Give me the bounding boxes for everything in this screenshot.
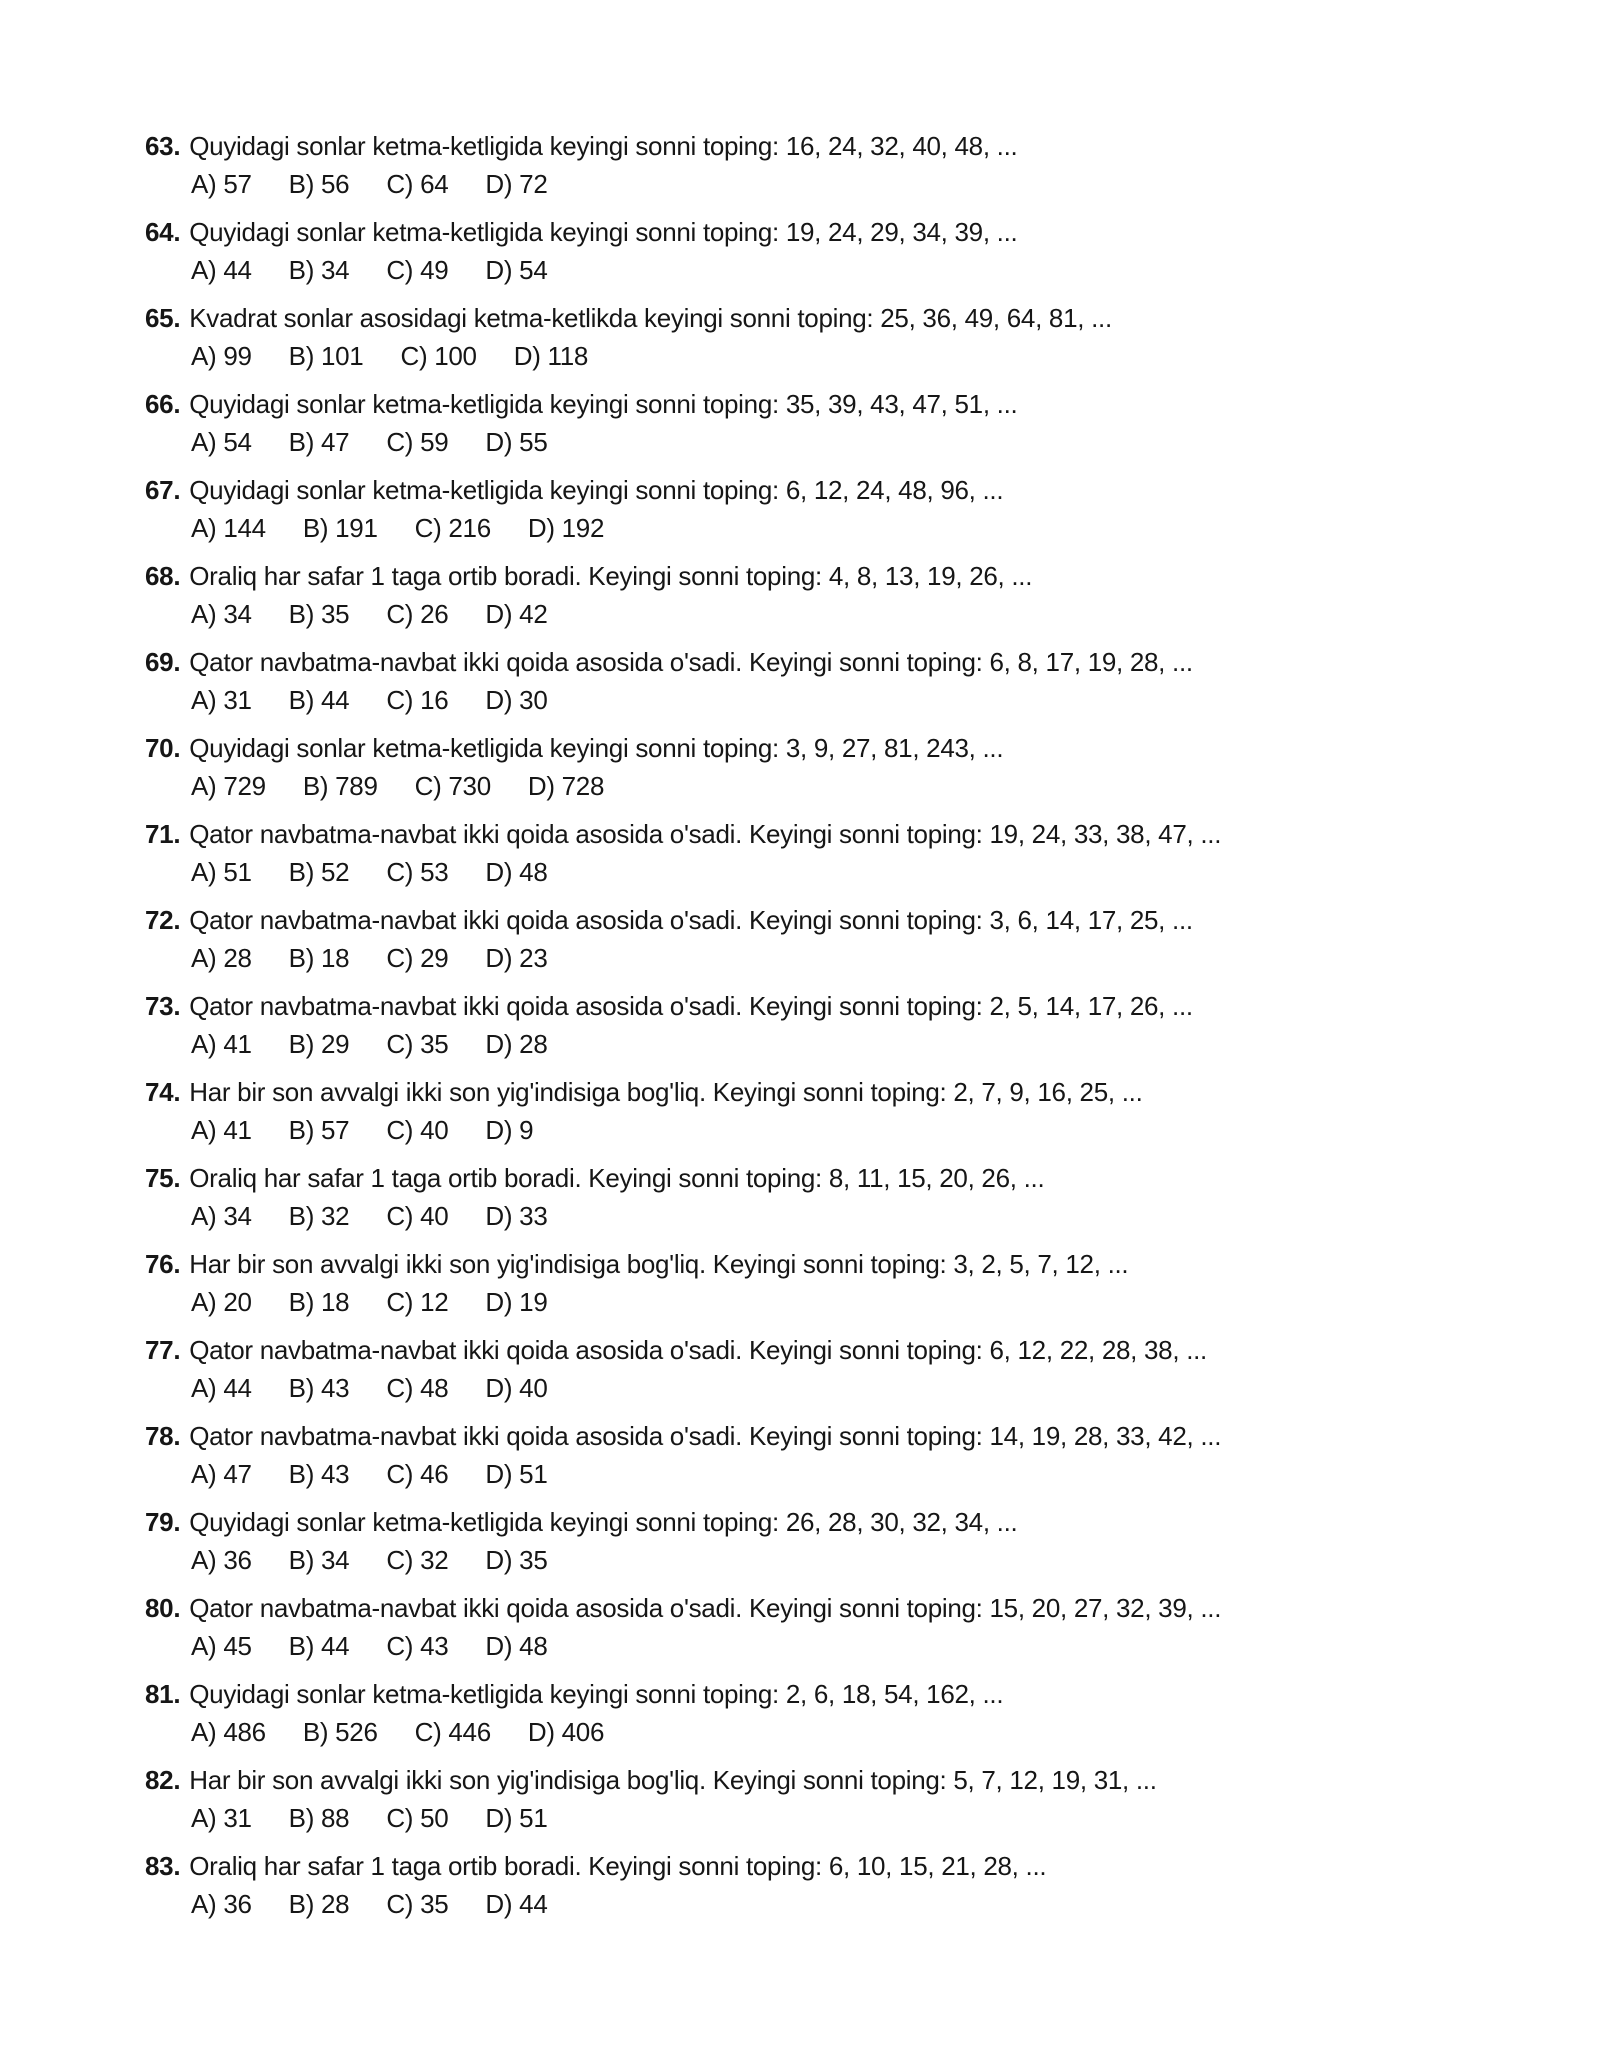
question-item	[145, 557, 1550, 633]
question-line	[145, 1503, 1550, 1541]
question-line	[145, 643, 1550, 681]
answer-option: D) 728	[527, 771, 605, 801]
answer-option: C) 32	[386, 1545, 449, 1575]
answer-option: B) 44	[288, 1631, 350, 1661]
answer-option: B) 18	[288, 1287, 350, 1317]
answer-options-row	[191, 1455, 1550, 1493]
answer-option: C) 100	[400, 341, 477, 371]
answer-options-row	[191, 165, 1550, 203]
answer-option: D) 48	[485, 1631, 548, 1661]
answer-option: C) 48	[386, 1373, 449, 1403]
question-item	[145, 1417, 1550, 1493]
question-text: Quyidagi sonlar ketma-ketligida keyingi sonni toping: 26, 28, 30, 32, 34, ...	[189, 1507, 1018, 1537]
answer-option: A) 486	[191, 1717, 266, 1747]
question-number: 67.	[145, 475, 181, 505]
question-line	[145, 815, 1550, 853]
question-item	[145, 987, 1550, 1063]
question-item	[145, 1159, 1550, 1235]
answer-option: D) 51	[485, 1459, 548, 1489]
answer-option: D) 33	[485, 1201, 548, 1231]
answer-option: B) 56	[288, 169, 350, 199]
answer-option: A) 99	[191, 341, 252, 371]
question-text: Quyidagi sonlar ketma-ketligida keyingi sonni toping: 6, 12, 24, 48, 96, ...	[189, 475, 1004, 505]
question-item	[145, 729, 1550, 805]
answer-options-row	[191, 1025, 1550, 1063]
answer-option: D) 30	[485, 685, 548, 715]
question-text: Qator navbatma-navbat ikki qoida asosida o'sadi. Keyingi sonni toping: 6, 8, 17, 19, 28, ...	[189, 647, 1193, 677]
question-item	[145, 471, 1550, 547]
question-item	[145, 1847, 1550, 1923]
answer-option: D) 28	[485, 1029, 548, 1059]
question-line	[145, 901, 1550, 939]
answer-option: C) 216	[414, 513, 491, 543]
question-item	[145, 815, 1550, 891]
answer-option: D) 44	[485, 1889, 548, 1919]
question-text: Quyidagi sonlar ketma-ketligida keyingi sonni toping: 2, 6, 18, 54, 162, ...	[189, 1679, 1004, 1709]
question-number: 80.	[145, 1593, 181, 1623]
answer-options-row	[191, 939, 1550, 977]
answer-option: C) 446	[414, 1717, 491, 1747]
question-item	[145, 643, 1550, 719]
answer-option: C) 50	[386, 1803, 449, 1833]
question-line	[145, 1417, 1550, 1455]
question-line	[145, 1589, 1550, 1627]
answer-option: D) 35	[485, 1545, 548, 1575]
question-text: Quyidagi sonlar ketma-ketligida keyingi sonni toping: 35, 39, 43, 47, 51, ...	[189, 389, 1018, 419]
question-item	[145, 127, 1550, 203]
answer-option: A) 34	[191, 1201, 252, 1231]
question-item	[145, 213, 1550, 289]
answer-option: A) 41	[191, 1115, 252, 1145]
answer-option: A) 47	[191, 1459, 252, 1489]
answer-option: D) 406	[527, 1717, 605, 1747]
question-text: Qator navbatma-navbat ikki qoida asosida o'sadi. Keyingi sonni toping: 15, 20, 27, 32, 39, ...	[189, 1593, 1222, 1623]
answer-option: C) 16	[386, 685, 449, 715]
answer-option: C) 40	[386, 1201, 449, 1231]
question-text: Qator navbatma-navbat ikki qoida asosida o'sadi. Keyingi sonni toping: 19, 24, 33, 38, 47, ...	[189, 819, 1222, 849]
question-number: 78.	[145, 1421, 181, 1451]
question-text: Har bir son avvalgi ikki son yig'indisiga bog'liq. Keyingi sonni toping: 2, 7, 9, 16, 25, ...	[189, 1077, 1143, 1107]
answer-option: D) 40	[485, 1373, 548, 1403]
answer-option: D) 23	[485, 943, 548, 973]
answer-option: C) 59	[386, 427, 449, 457]
question-text: Oraliq har safar 1 taga ortib boradi. Keyingi sonni toping: 4, 8, 13, 19, 26, ...	[189, 561, 1033, 591]
question-text: Quyidagi sonlar ketma-ketligida keyingi sonni toping: 3, 9, 27, 81, 243, ...	[189, 733, 1004, 763]
question-line	[145, 1073, 1550, 1111]
answer-options-row	[191, 509, 1550, 547]
answer-option: C) 53	[386, 857, 449, 887]
question-text: Kvadrat sonlar asosidagi ketma-ketlikda keyingi sonni toping: 25, 36, 49, 64, 81, ...	[189, 303, 1112, 333]
answer-options-row	[191, 423, 1550, 461]
answer-options-row	[191, 767, 1550, 805]
answer-option: D) 42	[485, 599, 548, 629]
answer-options-row	[191, 1197, 1550, 1235]
question-text: Har bir son avvalgi ikki son yig'indisiga bog'liq. Keyingi sonni toping: 5, 7, 12, 19, 31, ...	[189, 1765, 1157, 1795]
answer-option: B) 191	[302, 513, 378, 543]
answer-option: A) 34	[191, 599, 252, 629]
answer-option: D) 48	[485, 857, 548, 887]
answer-option: B) 29	[288, 1029, 350, 1059]
question-number: 74.	[145, 1077, 181, 1107]
answer-option: A) 41	[191, 1029, 252, 1059]
answer-option: B) 52	[288, 857, 350, 887]
question-line	[145, 471, 1550, 509]
question-line	[145, 385, 1550, 423]
question-text: Har bir son avvalgi ikki son yig'indisiga bog'liq. Keyingi sonni toping: 3, 2, 5, 7, 12, ...	[189, 1249, 1129, 1279]
question-number: 81.	[145, 1679, 181, 1709]
answer-option: B) 35	[288, 599, 350, 629]
answer-option: C) 29	[386, 943, 449, 973]
answer-option: C) 26	[386, 599, 449, 629]
answer-option: B) 57	[288, 1115, 350, 1145]
answer-option: B) 44	[288, 685, 350, 715]
answer-option: C) 49	[386, 255, 449, 285]
question-line	[145, 1847, 1550, 1885]
answer-option: A) 144	[191, 513, 266, 543]
answer-options-row	[191, 853, 1550, 891]
answer-option: A) 31	[191, 685, 252, 715]
question-text: Oraliq har safar 1 taga ortib boradi. Keyingi sonni toping: 8, 11, 15, 20, 26, ...	[189, 1163, 1045, 1193]
answer-option: B) 789	[302, 771, 378, 801]
answer-option: C) 35	[386, 1889, 449, 1919]
question-text: Qator navbatma-navbat ikki qoida asosida o'sadi. Keyingi sonni toping: 14, 19, 28, 33, 42, ...	[189, 1421, 1222, 1451]
question-line	[145, 213, 1550, 251]
question-number: 83.	[145, 1851, 181, 1881]
answer-option: A) 36	[191, 1889, 252, 1919]
answer-option: A) 45	[191, 1631, 252, 1661]
question-number: 64.	[145, 217, 181, 247]
answer-options-row	[191, 1885, 1550, 1923]
answer-option: D) 192	[527, 513, 605, 543]
question-line	[145, 1761, 1550, 1799]
question-text: Qator navbatma-navbat ikki qoida asosida o'sadi. Keyingi sonni toping: 6, 12, 22, 28, 38, ...	[189, 1335, 1207, 1365]
answer-option: A) 36	[191, 1545, 252, 1575]
answer-option: B) 18	[288, 943, 350, 973]
question-line	[145, 1675, 1550, 1713]
answer-option: B) 47	[288, 427, 350, 457]
answer-option: A) 31	[191, 1803, 252, 1833]
question-text: Oraliq har safar 1 taga ortib boradi. Keyingi sonni toping: 6, 10, 15, 21, 28, ...	[189, 1851, 1047, 1881]
question-item	[145, 1589, 1550, 1665]
answer-options-row	[191, 1627, 1550, 1665]
question-item	[145, 299, 1550, 375]
answer-options-row	[191, 251, 1550, 289]
answer-options-row	[191, 1369, 1550, 1407]
question-item	[145, 1073, 1550, 1149]
answer-option: B) 28	[288, 1889, 350, 1919]
question-number: 63.	[145, 131, 181, 161]
question-number: 66.	[145, 389, 181, 419]
question-number: 77.	[145, 1335, 181, 1365]
question-item	[145, 1761, 1550, 1837]
answer-option: B) 101	[288, 341, 364, 371]
answer-option: B) 34	[288, 255, 350, 285]
answer-options-row	[191, 595, 1550, 633]
answer-option: D) 72	[485, 169, 548, 199]
answer-options-row	[191, 1541, 1550, 1579]
answer-options-row	[191, 1111, 1550, 1149]
answer-option: B) 43	[288, 1459, 350, 1489]
answer-option: D) 19	[485, 1287, 548, 1317]
question-item	[145, 1503, 1550, 1579]
answer-option: C) 43	[386, 1631, 449, 1661]
answer-option: A) 28	[191, 943, 252, 973]
question-line	[145, 127, 1550, 165]
answer-option: A) 54	[191, 427, 252, 457]
question-item	[145, 1245, 1550, 1321]
question-number: 70.	[145, 733, 181, 763]
answer-option: A) 44	[191, 255, 252, 285]
question-item	[145, 901, 1550, 977]
answer-option: A) 57	[191, 169, 252, 199]
question-line	[145, 1245, 1550, 1283]
answer-options-row	[191, 1799, 1550, 1837]
answer-option: C) 40	[386, 1115, 449, 1145]
question-number: 65.	[145, 303, 181, 333]
question-item	[145, 1331, 1550, 1407]
question-number: 69.	[145, 647, 181, 677]
question-text: Qator navbatma-navbat ikki qoida asosida o'sadi. Keyingi sonni toping: 2, 5, 14, 17, 26, ...	[189, 991, 1193, 1021]
question-text: Qator navbatma-navbat ikki qoida asosida o'sadi. Keyingi sonni toping: 3, 6, 14, 17, 25, ...	[189, 905, 1193, 935]
question-number: 73.	[145, 991, 181, 1021]
answer-option: D) 9	[485, 1115, 534, 1145]
answer-option: A) 51	[191, 857, 252, 887]
question-list	[145, 127, 1550, 1923]
answer-option: B) 34	[288, 1545, 350, 1575]
answer-options-row	[191, 681, 1550, 719]
question-line	[145, 1331, 1550, 1369]
question-text: Quyidagi sonlar ketma-ketligida keyingi sonni toping: 19, 24, 29, 34, 39, ...	[189, 217, 1018, 247]
question-item	[145, 385, 1550, 461]
question-number: 75.	[145, 1163, 181, 1193]
answer-option: B) 43	[288, 1373, 350, 1403]
question-line	[145, 987, 1550, 1025]
answer-options-row	[191, 1283, 1550, 1321]
answer-option: B) 32	[288, 1201, 350, 1231]
question-line	[145, 299, 1550, 337]
question-number: 72.	[145, 905, 181, 935]
question-line	[145, 1159, 1550, 1197]
answer-option: D) 118	[513, 341, 589, 371]
answer-option: D) 51	[485, 1803, 548, 1833]
answer-options-row	[191, 337, 1550, 375]
answer-option: C) 12	[386, 1287, 449, 1317]
answer-option: B) 526	[302, 1717, 378, 1747]
answer-option: C) 46	[386, 1459, 449, 1489]
question-line	[145, 729, 1550, 767]
question-number: 82.	[145, 1765, 181, 1795]
question-number: 79.	[145, 1507, 181, 1537]
answer-option: A) 44	[191, 1373, 252, 1403]
question-number: 68.	[145, 561, 181, 591]
answer-option: C) 64	[386, 169, 449, 199]
answer-option: C) 35	[386, 1029, 449, 1059]
answer-option: B) 88	[288, 1803, 350, 1833]
question-text: Quyidagi sonlar ketma-ketligida keyingi sonni toping: 16, 24, 32, 40, 48, ...	[189, 131, 1018, 161]
question-number: 71.	[145, 819, 181, 849]
answer-option: A) 729	[191, 771, 266, 801]
answer-option: D) 55	[485, 427, 548, 457]
answer-options-row	[191, 1713, 1550, 1751]
answer-option: A) 20	[191, 1287, 252, 1317]
question-item	[145, 1675, 1550, 1751]
answer-option: C) 730	[414, 771, 491, 801]
question-number: 76.	[145, 1249, 181, 1279]
answer-option: D) 54	[485, 255, 548, 285]
question-line	[145, 557, 1550, 595]
